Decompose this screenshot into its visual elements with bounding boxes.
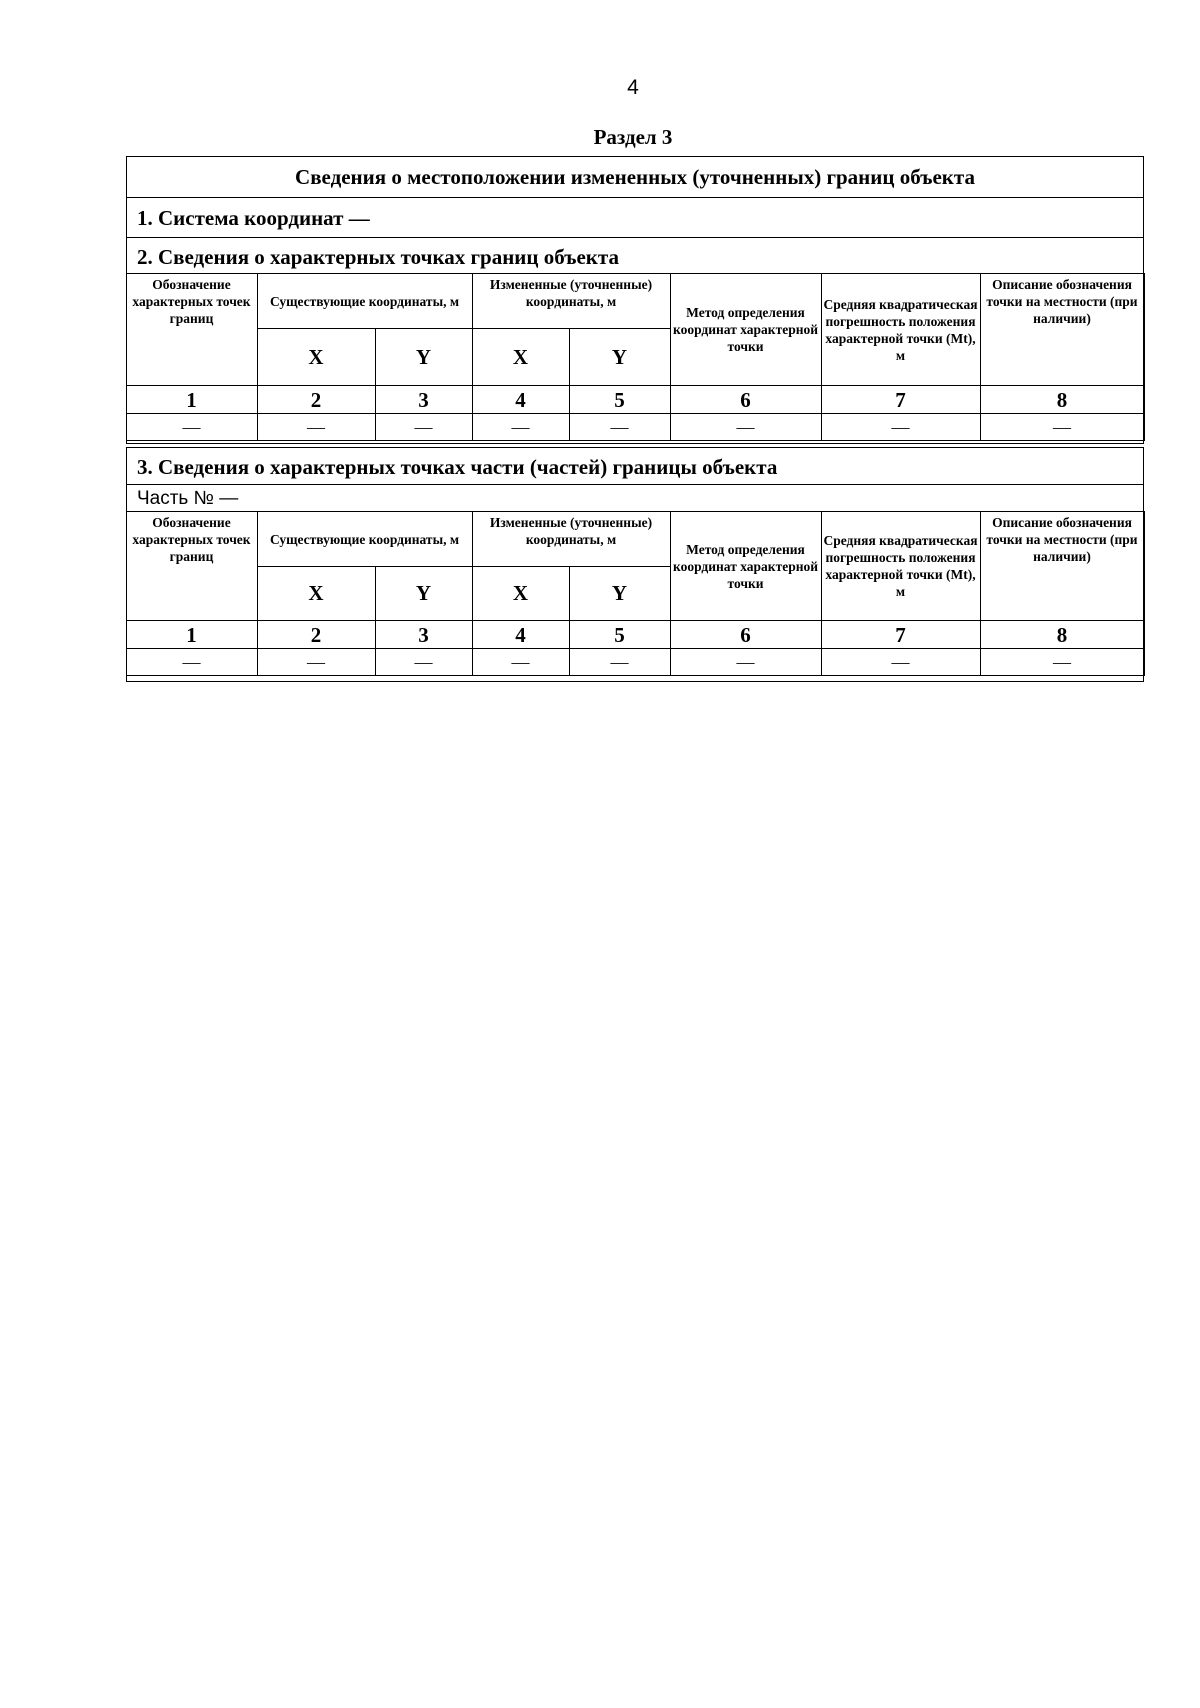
- col-header-error: Средняя квадратическая погрешность положения характерной точки (Mt), м: [821, 512, 980, 621]
- empty-cell: —: [670, 414, 821, 441]
- col-header-y: Y: [375, 329, 472, 386]
- empty-cell: —: [126, 414, 257, 441]
- col-header-point-designation: Обозначение характерных точек границ: [126, 512, 257, 621]
- col-number: 4: [472, 621, 569, 649]
- col-header-error: Средняя квадратическая погрешность положения характерной точки (Mt), м: [821, 274, 980, 386]
- page-number: 4: [627, 76, 639, 99]
- empty-cell: —: [569, 414, 670, 441]
- col-number: 3: [375, 386, 472, 414]
- col-number: 4: [472, 386, 569, 414]
- empty-cell: —: [375, 414, 472, 441]
- col-header-description: Описание обозначения точки на местности (при наличии): [980, 512, 1144, 621]
- col-header-x: X: [472, 329, 569, 386]
- empty-cell: —: [257, 649, 375, 676]
- col-number: 1: [126, 621, 257, 649]
- col-header-y: Y: [569, 329, 670, 386]
- col-number: 3: [375, 621, 472, 649]
- empty-cell: —: [980, 649, 1144, 676]
- empty-cell: —: [472, 414, 569, 441]
- empty-cell: —: [821, 649, 980, 676]
- empty-cell: —: [670, 649, 821, 676]
- col-number: 1: [126, 386, 257, 414]
- part-label: Часть № —: [137, 488, 239, 509]
- col-header-y: Y: [569, 567, 670, 621]
- empty-cell: —: [569, 649, 670, 676]
- empty-cell: —: [821, 414, 980, 441]
- col-number: 2: [257, 621, 375, 649]
- empty-cell: —: [257, 414, 375, 441]
- col-number: 8: [980, 386, 1144, 414]
- part-points-table: [126, 511, 1145, 676]
- col-header-method: Метод определения координат характерной точки: [670, 512, 821, 621]
- col-header-point-designation: Обозначение характерных точек границ: [126, 274, 257, 386]
- col-number: 5: [569, 386, 670, 414]
- col-header-existing-coords: Существующие координаты, м: [257, 274, 472, 329]
- col-number: 2: [257, 386, 375, 414]
- col-number: 6: [670, 386, 821, 414]
- col-header-existing-coords: Существующие координаты, м: [257, 512, 472, 567]
- col-header-description: Описание обозначения точки на местности (при наличии): [980, 274, 1144, 386]
- empty-cell: —: [375, 649, 472, 676]
- col-number: 7: [821, 621, 980, 649]
- col-number: 7: [821, 386, 980, 414]
- part-boundary-frame: [126, 447, 1144, 682]
- points-table: [126, 273, 1145, 441]
- col-header-y: Y: [375, 567, 472, 621]
- part-points-item: 3. Сведения о характерных точках части (частей) границы объекта: [127, 448, 1143, 485]
- col-header-x: X: [257, 567, 375, 621]
- col-number: 6: [670, 621, 821, 649]
- coordinate-system-item: 1. Система координат —: [127, 198, 1143, 238]
- boundary-info-frame: [126, 156, 1144, 444]
- block-title: Сведения о местоположении измененных (уточненных) границ объекта: [127, 157, 1143, 198]
- col-header-method: Метод определения координат характерной точки: [670, 274, 821, 386]
- col-header-x: X: [257, 329, 375, 386]
- col-number: 8: [980, 621, 1144, 649]
- empty-cell: —: [980, 414, 1144, 441]
- col-header-x: X: [472, 567, 569, 621]
- col-header-changed-coords: Измененные (уточненные) координаты, м: [472, 512, 670, 567]
- col-header-changed-coords: Измененные (уточненные) координаты, м: [472, 274, 670, 329]
- points-info-item: 2. Сведения о характерных точках границ объекта: [137, 245, 619, 269]
- section-title: Раздел 3: [593, 125, 673, 149]
- col-number: 5: [569, 621, 670, 649]
- empty-cell: —: [472, 649, 569, 676]
- empty-cell: —: [126, 649, 257, 676]
